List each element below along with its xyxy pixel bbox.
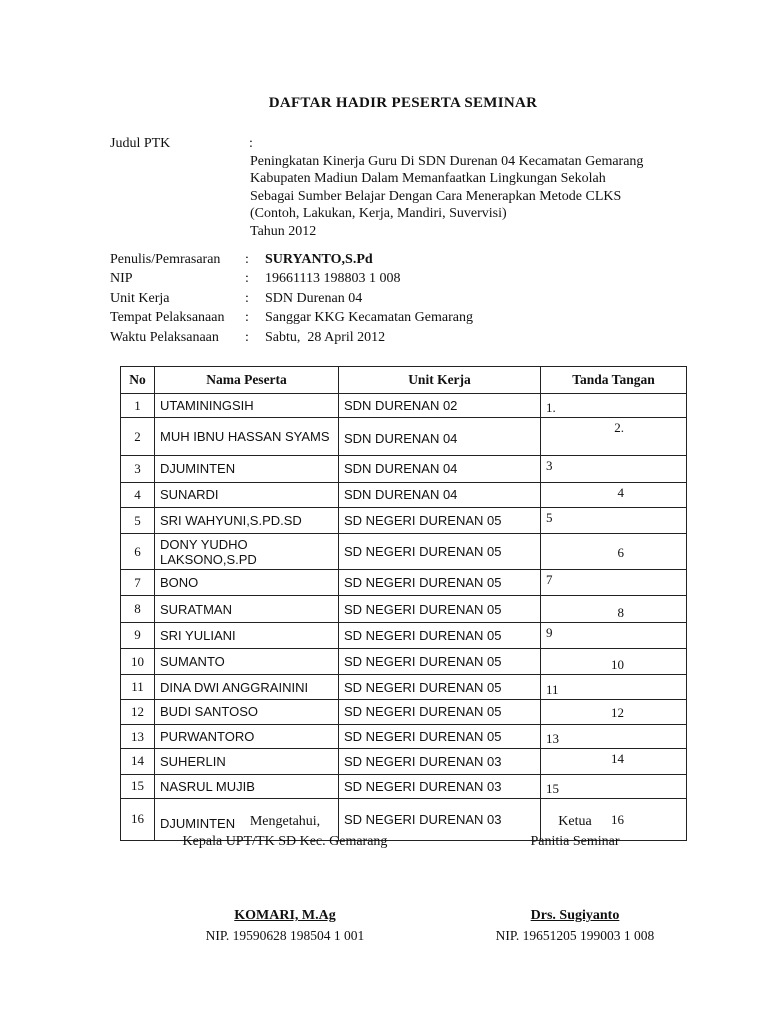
- cell-unit: SD NEGERI DURENAN 05: [339, 649, 541, 675]
- cell-nama: BUDI SANTOSO: [155, 699, 339, 724]
- cell-unit: SDN DURENAN 04: [339, 482, 541, 507]
- cell-no: 4: [121, 482, 155, 507]
- header-nama: Nama Peserta: [155, 367, 339, 394]
- cell-no: 13: [121, 724, 155, 748]
- info-label: Waktu Pelaksanaan: [110, 329, 219, 345]
- cell-unit: SD NEGERI DURENAN 03: [339, 749, 541, 774]
- cell-nama: SUNARDI: [155, 482, 339, 507]
- cell-ttd: 14: [541, 749, 687, 774]
- cell-no: 14: [121, 749, 155, 774]
- cell-ttd: 12: [541, 699, 687, 724]
- cell-nama: SUMANTO: [155, 649, 339, 675]
- cell-no: 7: [121, 570, 155, 596]
- signature-left-nip: NIP. 19590628 198504 1 001: [205, 928, 365, 943]
- cell-ttd: 6: [541, 534, 687, 570]
- signature-right-nip: NIP. 19651205 199003 1 008: [495, 928, 655, 943]
- signature-left-line1: Mengetahui,: [249, 814, 321, 829]
- cell-no: 2: [121, 418, 155, 456]
- cell-unit: SDN DURENAN 04: [339, 456, 541, 482]
- cell-nama: DJUMINTEN: [155, 798, 339, 840]
- cell-no: 9: [121, 622, 155, 648]
- table-row: [121, 724, 687, 748]
- cell-no: 15: [121, 774, 155, 798]
- info-value: Sanggar KKG Kecamatan Gemarang: [265, 310, 473, 326]
- cell-no: 5: [121, 507, 155, 533]
- cell-unit: SD NEGERI DURENAN 03: [339, 798, 541, 840]
- cell-unit: SDN DURENAN 02: [339, 394, 541, 418]
- cell-unit: SDN DURENAN 04: [339, 418, 541, 456]
- table-row: [121, 570, 687, 596]
- cell-nama: NASRUL MUJIB: [155, 774, 339, 798]
- info-label: Unit Kerja: [110, 290, 170, 306]
- signature-right: [470, 814, 680, 943]
- cell-no: 10: [121, 649, 155, 675]
- signature-right-line2: Panitia Seminar: [530, 834, 620, 849]
- cell-no: 16: [121, 798, 155, 840]
- header-unit-kerja: Unit Kerja: [339, 367, 541, 394]
- info-value: Sabtu, 28 April 2012: [265, 329, 386, 345]
- signature-right-name: Drs. Sugiyanto: [530, 908, 620, 923]
- cell-nama: DINA DWI ANGGRAININI: [155, 675, 339, 699]
- cell-nama: BONO: [155, 570, 339, 596]
- cell-unit: SD NEGERI DURENAN 05: [339, 724, 541, 748]
- cell-no: 1: [121, 394, 155, 418]
- document-title: DAFTAR HADIR PESERTA SEMINAR: [268, 95, 538, 111]
- cell-ttd: 9: [541, 622, 687, 648]
- cell-unit: SD NEGERI DURENAN 05: [339, 675, 541, 699]
- cell-no: 6: [121, 534, 155, 570]
- cell-unit: SD NEGERI DURENAN 05: [339, 596, 541, 622]
- cell-ttd: 5: [541, 507, 687, 533]
- table-row: [121, 749, 687, 774]
- cell-nama: SURATMAN: [155, 596, 339, 622]
- cell-ttd: 10: [541, 649, 687, 675]
- signature-left: [140, 814, 430, 943]
- cell-no: 11: [121, 675, 155, 699]
- cell-nama: SRI WAHYUNI,S.PD.SD: [155, 507, 339, 533]
- table-row: [121, 649, 687, 675]
- cell-nama: DONY YUDHO LAKSONO,S.PD: [155, 534, 339, 570]
- info-label: Tempat Pelaksanaan: [110, 310, 225, 326]
- cell-unit: SD NEGERI DURENAN 05: [339, 622, 541, 648]
- table-row: [121, 456, 687, 482]
- table-row: [121, 622, 687, 648]
- table-row: [121, 596, 687, 622]
- info-colon: :: [245, 290, 249, 306]
- signature-right-line1: Ketua: [558, 814, 592, 829]
- judul-line: Peningkatan Kinerja Guru Di SDN Durenan 04 Kecamatan Gemarang: [250, 154, 644, 169]
- cell-nama: SRI YULIANI: [155, 622, 339, 648]
- signature-left-name: KOMARI, M.Ag: [234, 908, 336, 923]
- cell-unit: SD NEGERI DURENAN 05: [339, 534, 541, 570]
- info-colon: :: [245, 310, 249, 326]
- info-value: SURYANTO,S.Pd: [265, 252, 373, 267]
- judul-line: (Contoh, Lakukan, Kerja, Mandiri, Suvervisi): [250, 206, 507, 222]
- cell-unit: SD NEGERI DURENAN 05: [339, 570, 541, 596]
- judul-label: Judul PTK: [110, 136, 171, 151]
- cell-unit: SD NEGERI DURENAN 05: [339, 507, 541, 533]
- cell-nama: UTAMININGSIH: [155, 394, 339, 418]
- judul-line: Tahun 2012: [250, 223, 317, 239]
- table-row: [121, 418, 687, 456]
- cell-nama: PURWANTORO: [155, 724, 339, 748]
- cell-no: 3: [121, 456, 155, 482]
- cell-ttd: 13: [541, 724, 687, 748]
- attendance-table: [120, 366, 687, 841]
- header-no: No: [121, 367, 155, 394]
- table-row: [121, 507, 687, 533]
- cell-unit: SD NEGERI DURENAN 03: [339, 774, 541, 798]
- cell-unit: SD NEGERI DURENAN 05: [339, 699, 541, 724]
- cell-nama: SUHERLIN: [155, 749, 339, 774]
- info-value: SDN Durenan 04: [265, 290, 363, 306]
- table-row: [121, 482, 687, 507]
- info-value: 19661113 198803 1 008: [265, 271, 401, 287]
- judul-colon: :: [249, 136, 253, 151]
- table-row: [121, 699, 687, 724]
- table-row: [121, 675, 687, 699]
- info-colon: :: [245, 329, 249, 345]
- cell-ttd: 4: [541, 482, 687, 507]
- info-colon: :: [245, 252, 249, 267]
- cell-nama: MUH IBNU HASSAN SYAMS: [155, 418, 339, 456]
- judul-line: Kabupaten Madiun Dalam Memanfaatkan Lingkungan Sekolah: [250, 171, 606, 187]
- cell-nama: DJUMINTEN: [155, 456, 339, 482]
- table-row: [121, 534, 687, 570]
- cell-ttd: 1.: [541, 394, 687, 418]
- header-tanda-tangan: Tanda Tangan: [541, 367, 687, 394]
- table-header-row: [121, 367, 687, 394]
- cell-ttd: 2.: [541, 418, 687, 456]
- table-row: [121, 774, 687, 798]
- signature-left-line2: Kepala UPT/TK SD Kec. Gemarang: [182, 834, 388, 849]
- info-colon: :: [245, 271, 249, 287]
- cell-ttd: 8: [541, 596, 687, 622]
- table-row: [121, 394, 687, 418]
- info-label: Penulis/Pemrasaran: [110, 252, 221, 267]
- cell-no: 8: [121, 596, 155, 622]
- cell-ttd: 15: [541, 774, 687, 798]
- cell-ttd: 11: [541, 675, 687, 699]
- info-label: NIP: [110, 271, 133, 287]
- cell-no: 12: [121, 699, 155, 724]
- judul-text: [250, 153, 720, 240]
- cell-ttd: 3: [541, 456, 687, 482]
- judul-line: Sebagai Sumber Belajar Dengan Cara Menerapkan Metode CLKS: [250, 188, 622, 204]
- cell-ttd: 16: [541, 798, 687, 840]
- cell-ttd: 7: [541, 570, 687, 596]
